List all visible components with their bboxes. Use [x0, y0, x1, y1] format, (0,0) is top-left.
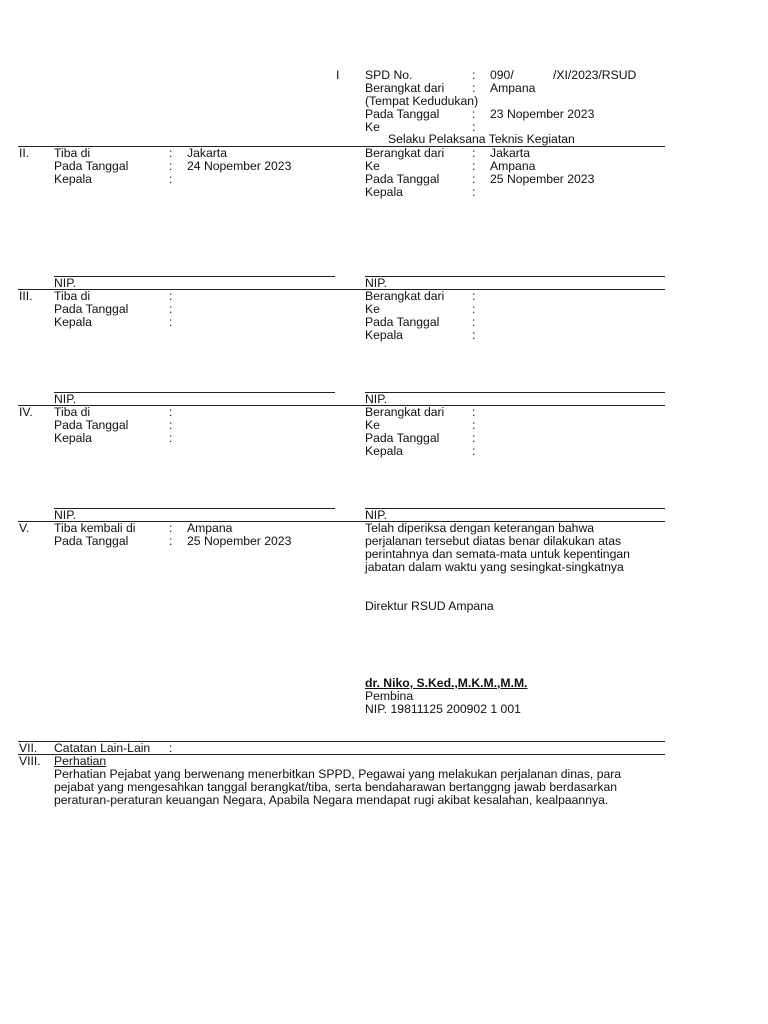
- pada-tanggal-label: Pada Tanggal: [54, 418, 129, 432]
- divider: [18, 405, 665, 406]
- berangkat-dari-label: Berangkat dari: [365, 146, 445, 160]
- ke-label: Ke: [365, 418, 380, 432]
- selaku-pelaksana: Selaku Pelaksana Teknis Kegiatan: [388, 132, 575, 146]
- ke-label: Ke: [365, 302, 380, 316]
- statement-line: perjalanan tersebut diatas benar dilakukan atas: [365, 534, 622, 548]
- signature-line: [365, 508, 665, 509]
- colon: :: [472, 444, 476, 458]
- perhatian-label: Perhatian: [54, 754, 107, 768]
- colon: :: [169, 741, 173, 755]
- section-1-number: I: [336, 68, 340, 82]
- section-4-number: IV.: [19, 405, 33, 419]
- pada-tanggal-label: Pada Tanggal: [365, 315, 440, 329]
- nip-label: NIP.: [54, 508, 77, 522]
- colon: :: [472, 120, 476, 134]
- divider: [18, 754, 665, 755]
- pada-tanggal-label: Pada Tanggal: [54, 159, 129, 173]
- section-7-number: VII.: [19, 741, 38, 755]
- colon: :: [169, 521, 173, 535]
- colon: :: [169, 146, 173, 160]
- berangkat-dari-value: Jakarta: [490, 146, 530, 160]
- tiba-di-label: Tiba di: [54, 289, 91, 303]
- signature-line: [365, 392, 665, 393]
- kepala-label: Kepala: [365, 444, 403, 458]
- colon: :: [169, 289, 173, 303]
- berangkat-dari-value: Ampana: [490, 81, 536, 95]
- nip-label: NIP.: [365, 276, 388, 290]
- perhatian-line: Perhatian Pejabat yang berwenang menerbitkan SPPD, Pegawai yang melakukan perjalanan dinas, para: [54, 767, 622, 781]
- colon: :: [472, 289, 476, 303]
- perhatian-line: pejabat yang mengesahkan tanggal berangkat/tiba, serta bendaharawan bertanggng jawab berdasarkan: [54, 780, 618, 794]
- signature-line: [54, 276, 335, 277]
- nip-label: NIP.: [54, 276, 77, 290]
- tiba-di-label: Tiba di: [54, 405, 91, 419]
- tempat-kedudukan-label: (Tempat Kedudukan): [365, 94, 479, 108]
- kepala-label: Kepala: [54, 315, 92, 329]
- kepala-label: Kepala: [54, 172, 92, 186]
- kepala-label: Kepala: [365, 328, 403, 342]
- kepala-label: Kepala: [365, 185, 403, 199]
- ke-value: Ampana: [490, 159, 536, 173]
- colon: :: [472, 302, 476, 316]
- berangkat-dari-label: Berangkat dari: [365, 81, 445, 95]
- section-8-number: VIII.: [19, 754, 41, 768]
- colon: :: [472, 418, 476, 432]
- section-5-number: V.: [19, 521, 30, 535]
- divider: [18, 146, 665, 147]
- kepala-label: Kepala: [54, 431, 92, 445]
- colon: :: [472, 107, 476, 121]
- catatan-label: Catatan Lain-Lain: [54, 741, 151, 755]
- ke-label: Ke: [365, 159, 380, 173]
- tiba-kembali-label: Tiba kembali di: [54, 521, 136, 535]
- colon: :: [472, 431, 476, 445]
- colon: :: [169, 405, 173, 419]
- colon: :: [169, 418, 173, 432]
- colon: :: [169, 172, 173, 186]
- colon: :: [169, 534, 173, 548]
- colon: :: [472, 159, 476, 173]
- perhatian-line: peraturan-peraturan keuangan Negara, Apabila Negara mendapat rugi akibat kesalahan, kealpaannya.: [54, 793, 609, 807]
- spd-no-value: 090/: [490, 68, 514, 82]
- signer-nip: NIP. 19811125 200902 1 001: [365, 702, 521, 716]
- section-3-number: III.: [19, 289, 33, 303]
- colon: :: [472, 185, 476, 199]
- pada-tanggal-label: Pada Tanggal: [54, 534, 129, 548]
- pada-tanggal-value: 25 Nopember 2023: [490, 172, 595, 186]
- direktur-title: Direktur RSUD Ampana: [365, 599, 494, 613]
- pada-tanggal-label: Pada Tanggal: [365, 107, 440, 121]
- colon: :: [169, 315, 173, 329]
- statement-line: jabatan dalam waktu yang sesingkat-singkatnya: [365, 560, 624, 574]
- pada-tanggal-value: 25 Nopember 2023: [187, 534, 292, 548]
- statement-line: Telah diperiksa dengan keterangan bahwa: [365, 521, 595, 535]
- spd-no-label: SPD No.: [365, 68, 413, 82]
- colon: :: [472, 405, 476, 419]
- tiba-di-label: Tiba di: [54, 146, 91, 160]
- colon: :: [472, 328, 476, 342]
- nip-label: NIP.: [365, 392, 388, 406]
- tiba-kembali-value: Ampana: [187, 521, 233, 535]
- pada-tanggal-label: Pada Tanggal: [54, 302, 129, 316]
- signature-line: [365, 276, 665, 277]
- divider: [18, 289, 665, 290]
- tiba-di-value: Jakarta: [187, 146, 227, 160]
- pada-tanggal-label: Pada Tanggal: [365, 431, 440, 445]
- pada-tanggal-value: 23 Nopember 2023: [490, 107, 595, 121]
- ke-label: Ke: [365, 120, 380, 134]
- section-2-number: II.: [19, 146, 30, 160]
- pada-tanggal-value: 24 Nopember 2023: [187, 159, 292, 173]
- colon: :: [472, 172, 476, 186]
- colon: :: [169, 302, 173, 316]
- colon: :: [472, 68, 476, 82]
- colon: :: [169, 431, 173, 445]
- signature-line: [54, 508, 335, 509]
- signer-name: dr. Niko, S.Ked.,M.K.M.,M.M.: [365, 676, 528, 690]
- pada-tanggal-label: Pada Tanggal: [365, 172, 440, 186]
- colon: :: [472, 81, 476, 95]
- colon: :: [472, 315, 476, 329]
- signer-rank: Pembina: [365, 689, 414, 703]
- berangkat-dari-label: Berangkat dari: [365, 289, 445, 303]
- spd-no-suffix: /XI/2023/RSUD: [553, 68, 637, 82]
- berangkat-dari-label: Berangkat dari: [365, 405, 445, 419]
- statement-line: perintahnya dan semata-mata untuk kepentingan: [365, 547, 630, 561]
- nip-label: NIP.: [54, 392, 77, 406]
- colon: :: [169, 159, 173, 173]
- signature-line: [54, 392, 335, 393]
- nip-label: NIP.: [365, 508, 388, 522]
- colon: :: [472, 146, 476, 160]
